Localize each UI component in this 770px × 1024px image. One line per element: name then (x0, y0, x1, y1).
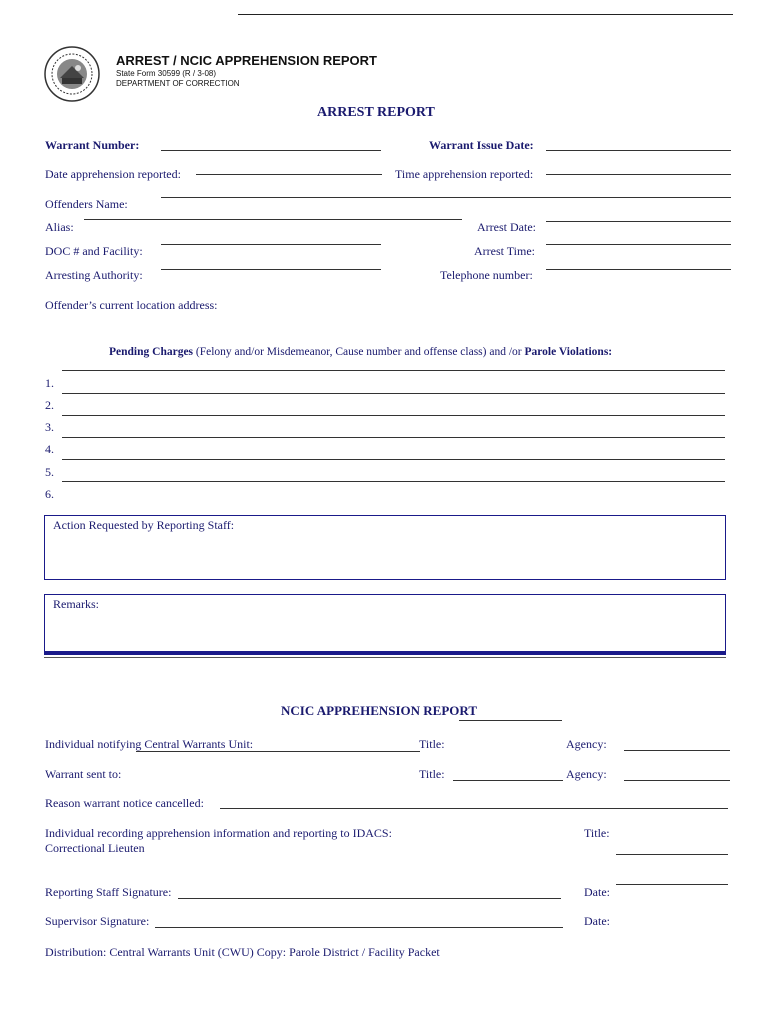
pending-charges-bold: Pending Charges (109, 346, 194, 358)
supervisor-signature-label (45, 914, 149, 929)
action-requested-box[interactable] (44, 515, 726, 580)
remarks-label: Remarks: (53, 597, 99, 611)
individual-recording-label: Individual recording apprehension information and reporting to IDACS: (45, 826, 392, 840)
offenders-name-field[interactable] (161, 197, 731, 198)
alias-field[interactable] (84, 219, 462, 220)
warrant-sent-agency-label: Agency: (566, 767, 607, 781)
charge-number: 4. (45, 442, 54, 456)
pending-charges-desc: (Felony and/or Misdemeanor, Cause number and offense class) and /or (193, 346, 525, 358)
ncic-heading-rule (459, 720, 562, 721)
charge-number: 6. (45, 487, 54, 501)
warrant-issue-date-field[interactable] (546, 150, 731, 151)
supervisor-date-label: Date: (584, 914, 610, 928)
top-rule (238, 14, 733, 15)
warrant-sent-agency-field[interactable] (624, 780, 730, 781)
arresting-authority-field[interactable] (161, 269, 381, 270)
individual-recording-value: Correctional Lieuten (45, 841, 145, 855)
charge-number: 2. (45, 398, 54, 412)
date-reported-label: Date apprehension reported: (45, 167, 181, 181)
time-reported-field[interactable] (546, 174, 731, 175)
charge-number: 3. (45, 420, 54, 434)
date-reported-field[interactable] (196, 174, 382, 175)
reporting-signature-text: Reporting Staff Signature: (45, 885, 172, 899)
supervisor-signature-text: Supervisor Signature: (45, 914, 150, 928)
alias-label: Alias: (45, 220, 74, 234)
arrest-date-label: Arrest Date: (477, 220, 536, 234)
reporting-signature-field[interactable] (178, 898, 561, 899)
charge-line[interactable] (62, 415, 725, 416)
doc-facility-label: DOC # and Facility: (45, 244, 143, 258)
arrest-report-heading: ARREST REPORT (317, 105, 435, 120)
individual-notifying-underline (136, 751, 420, 752)
ncic-heading: NCIC APPREHENSION REPORT (281, 703, 478, 718)
recording-title-field[interactable] (616, 854, 728, 855)
individual-notifying-label: Individual notifying Central Warrants Unit: (45, 737, 254, 751)
reporting-date-label: Date: (584, 885, 610, 899)
warrant-sent-title-field[interactable] (453, 780, 563, 781)
warrant-number-field[interactable] (161, 150, 381, 151)
supervisor-signature-field[interactable] (155, 927, 563, 928)
ncic-title-label: Title: (419, 737, 445, 751)
offenders-name-label: Offenders Name: (45, 197, 128, 211)
reason-cancelled-field[interactable] (220, 808, 728, 809)
location-label: Offender’s current location address: (45, 298, 218, 312)
arrest-time-field[interactable] (546, 244, 731, 245)
arrest-date-field[interactable] (546, 221, 731, 222)
charge-line[interactable] (62, 437, 725, 438)
warrant-issue-date-label: Warrant Issue Date: (429, 138, 534, 152)
reason-cancelled-label: Reason warrant notice cancelled: (45, 796, 204, 810)
recording-title-label: Title: (584, 826, 610, 840)
remarks-divider (44, 652, 726, 655)
pending-charges-heading (109, 346, 612, 358)
ncic-agency-field[interactable] (624, 750, 730, 751)
distribution-text: Distribution: Central Warrants Unit (CWU) Copy: Parole District / Facility Packet (45, 945, 440, 959)
state-seal-icon (44, 46, 100, 102)
telephone-label: Telephone number: (440, 268, 533, 282)
arrest-time-label: Arrest Time: (474, 244, 536, 258)
arresting-authority-label: Arresting Authority: (45, 268, 143, 282)
reporting-signature-label (45, 885, 171, 900)
charge-number: 5. (45, 465, 54, 479)
charge-line[interactable] (62, 370, 725, 371)
form-title: ARREST / NCIC APPREHENSION REPORT (116, 53, 377, 68)
charge-line[interactable] (62, 459, 725, 460)
telephone-field[interactable] (546, 269, 731, 270)
remarks-divider-thin (44, 657, 726, 658)
charge-line[interactable] (62, 393, 725, 394)
form-number: State Form 30599 (R / 3-08) (116, 69, 217, 78)
recording-extra-field[interactable] (616, 884, 728, 885)
parole-violations-bold: Parole Violations: (524, 346, 613, 358)
warrant-sent-title-label: Title: (419, 767, 445, 781)
action-requested-label: Action Requested by Reporting Staff: (53, 518, 235, 532)
time-reported-label: Time apprehension reported: (395, 167, 534, 181)
charge-line[interactable] (62, 481, 725, 482)
doc-facility-field[interactable] (161, 244, 381, 245)
ncic-agency-label: Agency: (566, 737, 607, 751)
warrant-number-label: Warrant Number: (45, 138, 140, 152)
remarks-box[interactable] (44, 594, 726, 652)
department: DEPARTMENT OF CORRECTION (116, 79, 240, 88)
warrant-sent-label: Warrant sent to: (45, 767, 122, 781)
charge-number: 1. (45, 376, 54, 390)
